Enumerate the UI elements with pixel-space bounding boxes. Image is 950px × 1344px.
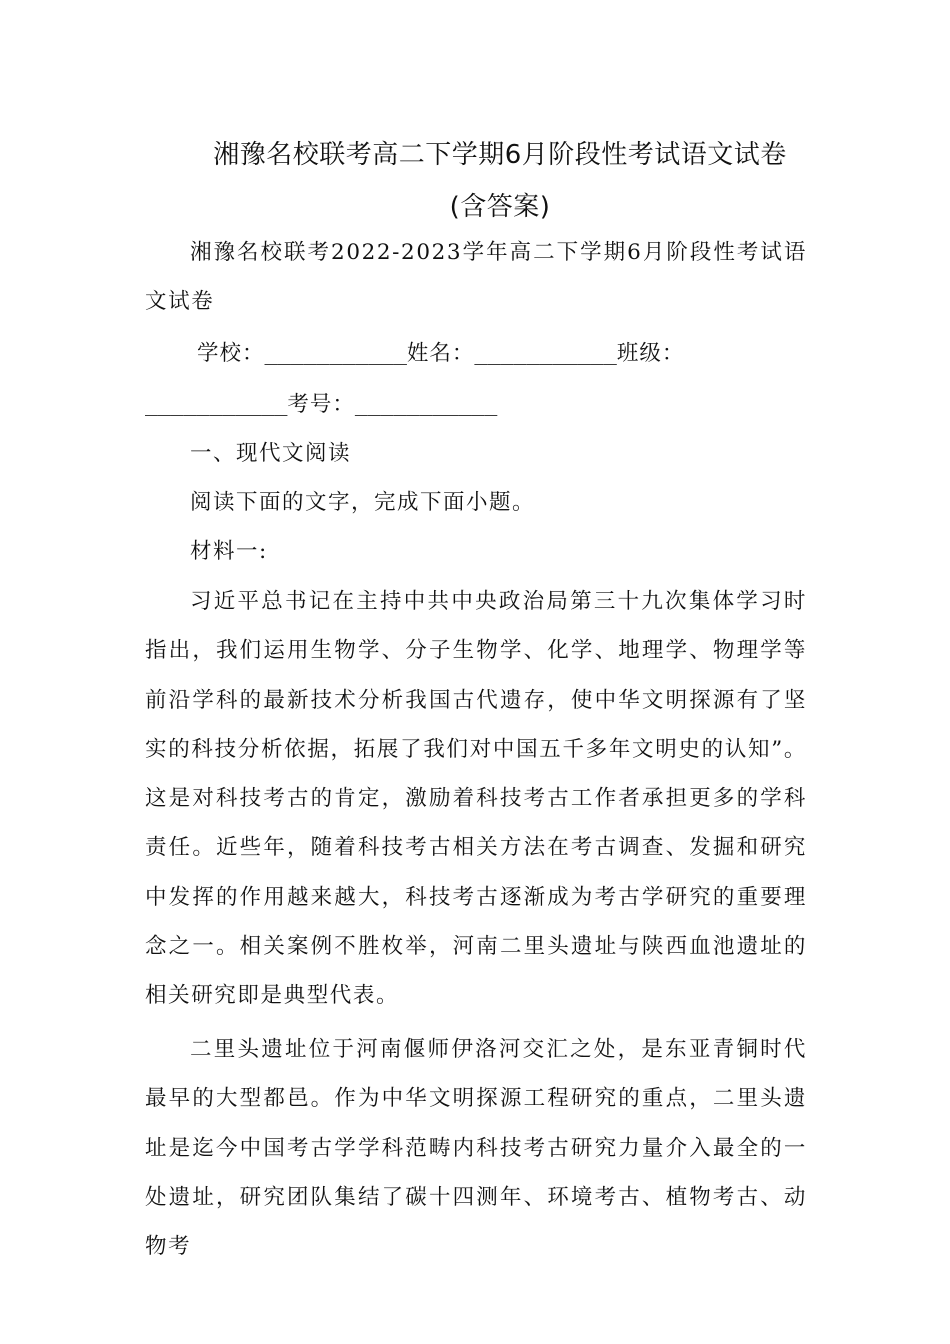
- class-blank: ___________: [145, 392, 288, 417]
- name-label: 姓名：: [406, 341, 475, 366]
- exam-number-label: 考号：: [287, 392, 355, 417]
- section-heading: 一、现代文阅读: [190, 441, 352, 466]
- class-label: 班级：: [616, 341, 685, 366]
- exam-number-blank: ___________: [354, 392, 498, 417]
- paragraph-1: 习近平总书记在主持中共中央政治局第三十九次集体学习时指出，我们运用生物学、分子生物学、化学、地理学、物理学等前沿学科的最新技术分析我国古代遗存，使中华文明探源有了坚实的科技分析依据，拓展了我们对中国五千多年文明史的认知”。这是对科技考古的肯定，激励着科技考古工作者承担更多的学科责任。近些年，随着科技考古相关方法在考古调查、发掘和研究中发挥的作用越来越大，科技考古逐渐成为考古学研究的重要理念之一。相关案例不胜枚举，河南二里头遗址与陕西血池遗址的相关研究即是典型代表。: [145, 589, 807, 1009]
- document-title-suffix: (含答案): [449, 192, 551, 222]
- document-subtitle: 湘豫名校联考2022-2023学年高二下学期6月阶段性考试语文试卷: [145, 240, 807, 315]
- student-info-fields: [145, 328, 807, 430]
- paragraph-2: 二里头遗址位于河南偃师伊洛河交汇之处，是东亚青铜时代最早的大型都邑。作为中华文明探源工程研究的重点，二里头遗址是迄今中国考古学学科范畴内科技考古研究力量介入最全的一处遗址，研究团队集结了碳十四测年、环境考古、植物考古、动物考: [145, 1037, 807, 1260]
- reading-instruction: 阅读下面的文字，完成下面小题。: [190, 490, 536, 515]
- school-label: 学校：: [197, 341, 265, 366]
- school-blank: ___________: [264, 341, 407, 366]
- document-title: 湘豫名校联考高二下学期6月阶段性考试语文试卷: [213, 140, 787, 170]
- material-label: 材料一:: [190, 539, 268, 564]
- name-blank: ___________: [474, 341, 617, 366]
